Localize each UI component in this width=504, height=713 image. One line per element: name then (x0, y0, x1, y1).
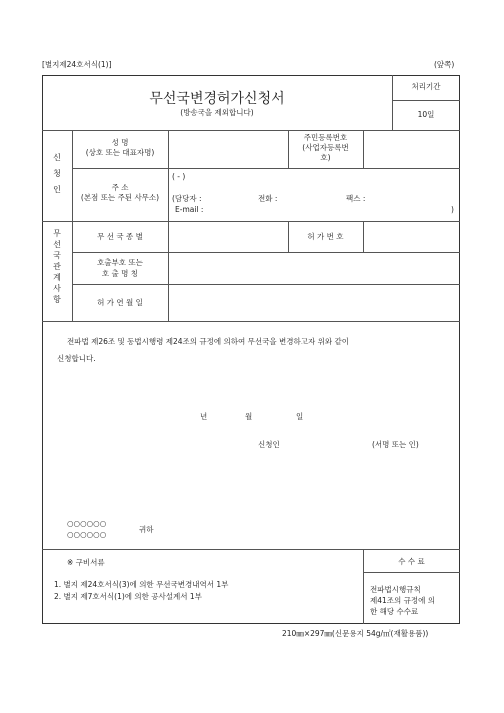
station-type-label: 무 선 국 종 별 (97, 232, 143, 241)
sign-note: (서명 또는 인) (372, 440, 419, 449)
divider (72, 252, 460, 253)
applicant-section-char: 청 (53, 169, 61, 178)
permit-date-label: 허 가 연 월 일 (97, 298, 143, 307)
divider (72, 284, 460, 285)
station-section-char: 관 (53, 262, 61, 271)
close-paren: ) (451, 205, 454, 214)
callsign-label: 호출부호 또는 (97, 258, 143, 267)
form-title: 무선국변경허가신청서 (149, 91, 285, 107)
application-statement-cont: 신청합니다. (57, 354, 96, 363)
name-sublabel: (상호 또는 대표자명) (85, 148, 155, 157)
divider (392, 100, 460, 101)
divider (42, 221, 460, 222)
fee-text: 전파법시행규칙 (370, 585, 421, 594)
paper-spec: 210㎜×297㎜(신문용지 54g/㎡(재활용품)) (282, 629, 429, 638)
documents-title: ※ 구비서류 (67, 558, 105, 567)
id-sublabel: 호) (320, 153, 331, 162)
email-label: E-mail : (175, 205, 204, 214)
divider (168, 130, 169, 321)
divider (363, 221, 364, 252)
station-section-char: 국 (53, 251, 61, 260)
station-section-char: 사 (53, 284, 61, 293)
date-year: 년 (200, 412, 208, 421)
applicant-section-char: 신 (53, 153, 61, 162)
station-section-label (50, 228, 64, 305)
station-section-char: 선 (53, 240, 61, 249)
processing-period-value: 10일 (417, 110, 435, 119)
id-label: 주민등록번호 (303, 133, 348, 142)
recipient-suffix: 귀하 (139, 525, 154, 534)
document-item: 1. 별지 제24호서식(3)에 의한 무선국변경내역서 1부 (54, 580, 229, 589)
processing-period-label: 처리기간 (411, 82, 441, 91)
divider (42, 321, 460, 322)
station-section-char: 계 (53, 273, 61, 282)
permit-number-label: 허 가 번 호 (307, 232, 344, 241)
recipient-placeholder: ○○○○○○ (67, 519, 107, 528)
divider (42, 549, 460, 550)
address-label: 주 소 (111, 183, 129, 192)
recipient-placeholder: ○○○○○○ (67, 530, 107, 539)
page-side-label: (앞쪽) (434, 60, 455, 69)
phone-label: 전화 : (258, 194, 278, 203)
document-item: 2. 별지 제7호서식(1)에 의한 공사설계서 1부 (54, 592, 202, 601)
divider (42, 130, 460, 131)
date-month: 월 (245, 412, 253, 421)
fee-text: 한 해당 수수료 (370, 607, 419, 616)
form-number: [별지제24호서식(1)] (42, 60, 112, 69)
id-sublabel: (사업자등록번 (302, 143, 349, 152)
station-section-char: 무 (53, 229, 61, 238)
divider (363, 572, 460, 573)
divider (72, 168, 460, 169)
postal-code-field[interactable]: ( - ) (172, 172, 186, 181)
application-statement: 전파법 제26조 및 동법시행령 제24조의 규정에 의하여 무선국을 변경하고자 위와 같이 (67, 337, 350, 346)
applicant-sign-label: 신청인 (258, 440, 280, 449)
address-sublabel: (본점 또는 주된 사무소) (80, 193, 160, 202)
applicant-section-char: 인 (53, 185, 61, 194)
fax-label: 팩스 : (346, 194, 366, 203)
fee-text: 제41조의 규정에 의 (370, 596, 436, 605)
divider (72, 130, 73, 321)
callsign-label: 호 출 명 칭 (101, 269, 139, 278)
fee-label: 수 수 료 (398, 557, 425, 566)
contact-person-label: (담당자 : (172, 194, 202, 203)
date-day: 일 (296, 412, 304, 421)
divider (363, 130, 364, 168)
name-label: 성 명 (111, 138, 129, 147)
applicant-section-label (50, 150, 64, 198)
station-section-char: 항 (53, 295, 61, 304)
form-subtitle: (방송국을 제외합니다) (180, 108, 254, 117)
